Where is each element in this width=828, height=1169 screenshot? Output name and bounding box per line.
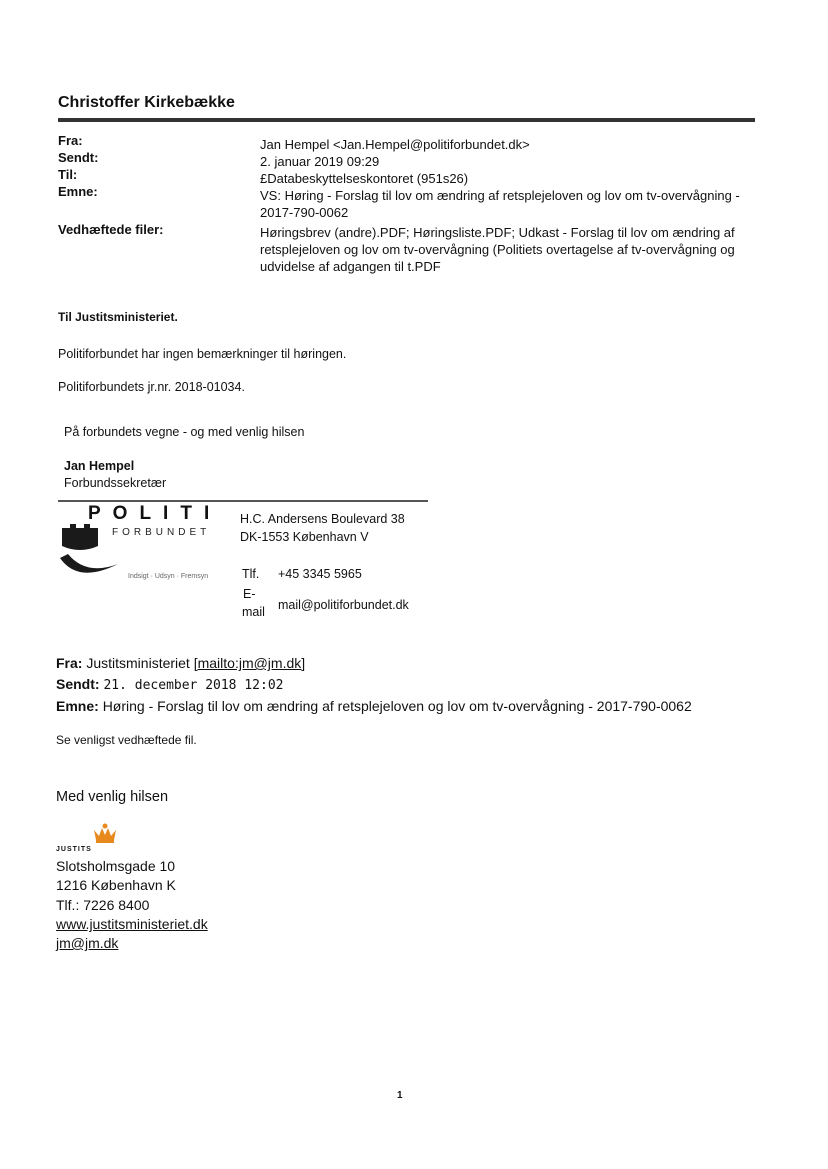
fwd-sent-value: 21. december 2018 12:02 [103, 678, 284, 693]
sig-email-label-2: mail [242, 605, 265, 619]
fwd-subject-value: Høring - Forslag til lov om ændring af retsplejeloven og lov om tv-overvågning - 2017-790-0062 [102, 698, 692, 714]
ministry-address-1: Slotsholmsgade 10 [56, 858, 176, 874]
politi-logo-mark-icon [58, 524, 128, 584]
sig-address-2: DK-1553 København V [240, 530, 369, 544]
ministry-website-link[interactable]: www.justitsministeriet.dk [56, 916, 208, 932]
politi-logo-sub: FORBUNDET [112, 527, 211, 538]
fwd-sent-line [56, 676, 283, 693]
closing: På forbundets vegne - og med venlig hilsen [64, 425, 305, 439]
fwd-subject-line [56, 698, 692, 714]
body-line-1: Politiforbundet har ingen bemærkninger til høringen. [58, 347, 347, 361]
sig-tlf-label: Tlf. [242, 567, 260, 581]
sent-label: Sendt: [58, 150, 99, 165]
attachments-value: Høringsbrev (andre).PDF; Høringsliste.PDF; Udkast - Forslag til lov om ændring af retsplejeloven og lov om tv-overvågning (Politiets overtagelse af tv-overvågning og udvidelse af adgangen til t.PDF [260, 225, 735, 274]
sig-email-label-1: E- [243, 587, 256, 601]
politi-logo-tagline: Indsigt · Udsyn · Fremsyn [128, 573, 209, 580]
fwd-subject-label: Emne: [56, 698, 99, 714]
fwd-body-line: Se venligst vedhæftede fil. [56, 733, 197, 747]
crown-icon [92, 822, 118, 844]
sig-email-value: mail@politiforbundet.dk [278, 598, 409, 612]
signer-title: Forbundssekretær [64, 476, 167, 490]
fwd-from-link[interactable]: [mailto:jm@jm.dk] [193, 655, 306, 671]
signature-rule [58, 500, 428, 502]
ministry-email-link[interactable]: jm@jm.dk [56, 935, 119, 951]
fwd-sent-label: Sendt: [56, 676, 100, 692]
fwd-from-value: Justitsministeriet [86, 655, 190, 671]
signer-name: Jan Hempel [64, 459, 135, 473]
sig-address-1: H.C. Andersens Boulevard 38 [240, 512, 405, 526]
page-number: 1 [397, 1090, 403, 1101]
from-value: Jan Hempel <Jan.Hempel@politiforbundet.dk> [260, 137, 530, 152]
to-value: £Databeskyttelseskontoret (951s26) [260, 171, 469, 186]
politi-logo-word: POLITI [88, 503, 222, 524]
salutation: Til Justitsministeriet. [58, 310, 178, 324]
ministry-abbrev: JUSTITS [56, 846, 92, 853]
fwd-from-label: Fra: [56, 655, 83, 671]
attachments-label: Vedhæftede filer: [58, 222, 164, 237]
fwd-greeting: Med venlig hilsen [56, 789, 169, 805]
header-rule [58, 118, 755, 122]
document-owner-name: Christoffer Kirkebække [58, 94, 235, 111]
ministry-address-2: 1216 København K [56, 877, 176, 893]
to-label: Til: [58, 167, 78, 182]
sent-value: 2. januar 2019 09:29 [260, 154, 380, 169]
from-label: Fra: [58, 133, 83, 148]
sig-tlf-value: +45 3345 5965 [278, 567, 362, 581]
subject-label: Emne: [58, 184, 98, 199]
subject-value: VS: Høring - Forslag til lov om ændring af retsplejeloven og lov om tv-overvågning - 2017-790-0062 [260, 188, 740, 220]
body-line-2: Politiforbundets jr.nr. 2018-01034. [58, 380, 245, 394]
ministry-tlf: Tlf.: 7226 8400 [56, 897, 150, 913]
fwd-from-line [56, 655, 305, 671]
